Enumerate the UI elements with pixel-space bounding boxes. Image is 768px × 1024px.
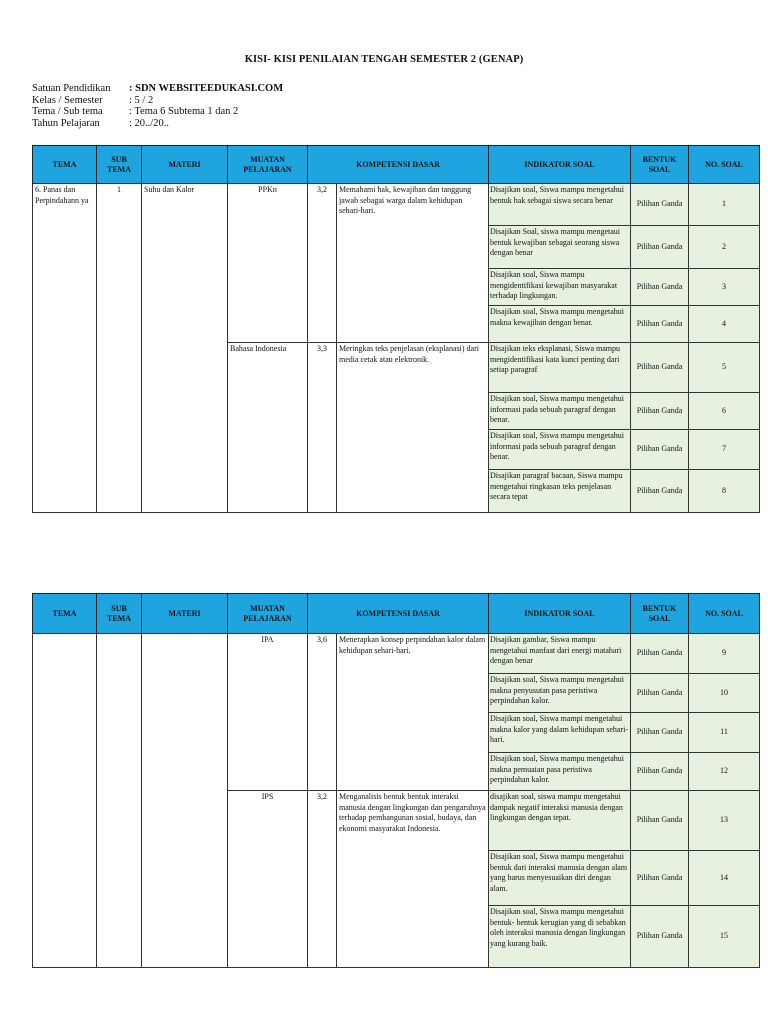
cell-no: 5 [689,343,760,393]
header-subtema: SUB TEMA [97,594,142,634]
cell-kd-number: 3,2 [308,184,337,343]
cell-bentuk: Pilihan Ganda [631,634,689,674]
header-bentuk: BENTUK SOAL [631,146,689,184]
cell-indikator: Disajikan soal, Siswa mampu mengetahui makna kewajiban dengan benar. [489,306,631,343]
kisi-table-1 [32,145,760,513]
cell-materi [142,634,228,968]
cell-materi: Suhu dan Kalor [142,184,228,513]
table-header-row [33,146,760,184]
cell-indikator: Disajikan soal, Siswa mampu mengetahui makna penyusutan pasa peristiwa perpindahan kalor. [489,674,631,713]
cell-indikator: Disajikan soal, Siswa mampu mengetahui bentuk hak sebagai siswa secara benar [489,184,631,226]
cell-no: 2 [689,226,760,269]
cell-no: 9 [689,634,760,674]
cell-bentuk: Pilihan Ganda [631,470,689,513]
header-muatan: MUATAN PELAJARAN [228,594,308,634]
header-bentuk: BENTUK SOAL [631,594,689,634]
header-no: NO. SOAL [689,594,760,634]
header-tema: TEMA [33,146,97,184]
header-indikator: INDIKATOR SOAL [489,594,631,634]
info-row-year [32,118,283,130]
header-muatan: MUATAN PELAJARAN [228,146,308,184]
cell-no: 6 [689,393,760,430]
cell-indikator: Disajikan soal, Siswa mampu mengetahui makna pemuaian pasa peristiwa perpindahan kalor. [489,753,631,791]
info-label: Tema / Sub tema [32,106,103,117]
cell-bentuk: Pilihan Ganda [631,306,689,343]
cell-no: 1 [689,184,760,226]
cell-bentuk: Pilihan Ganda [631,184,689,226]
cell-subtema: 1 [97,184,142,513]
cell-indikator: disajikan soal, siswa mampu mengetahui dampak negatif interaksi manusia dengan lingkungan dengan tepat. [489,791,631,851]
cell-tema [33,634,97,968]
cell-bentuk: Pilihan Ganda [631,269,689,306]
cell-kd-text: Meringkas teks penjelasan (eksplanasi) dari media cetak atau elektronik. [337,343,489,513]
cell-no: 14 [689,851,760,906]
table-header-row [33,594,760,634]
cell-no: 15 [689,906,760,968]
header-tema: TEMA [33,594,97,634]
cell-indikator: Disajikan soal, Siswa mampu mengetahui bentuk dari interaksi manusia dengan alam yang harus menyesuaikan diri dengan alam. [489,851,631,906]
cell-indikator: Disajikan teks eksplanasi, Siswa mampu mengidentifikasi kata kunci penting dari setiap paragraf [489,343,631,393]
cell-bentuk: Pilihan Ganda [631,343,689,393]
cell-kd-text: Memahami hak, kewajiban dan tanggung jawab sebagai warga dalam kehidupan sehari-hari. [337,184,489,343]
header-subtema: SUB TEMA [97,146,142,184]
header-kompetensi-dasar: KOMPETENSI DASAR [308,594,489,634]
header-no: NO. SOAL [689,146,760,184]
cell-no: 8 [689,470,760,513]
table-row [33,634,760,674]
cell-kd-number: 3,3 [308,343,337,513]
cell-tema: 6. Panas dan Perpindahann ya [33,184,97,513]
cell-bentuk: Pilihan Ganda [631,393,689,430]
cell-subtema [97,634,142,968]
cell-kd-text: Menerapkan konsep perpindahan kalor dalam kehidupan sehari-hari. [337,634,489,791]
cell-indikator: Disajikan Soal, siswa mampu mengetaui bentuk kewajiban sebagai seorang siswa dengan benar [489,226,631,269]
info-label: Tahun Pelajaran [32,117,100,129]
cell-no: 10 [689,674,760,713]
cell-no: 7 [689,430,760,470]
cell-indikator: Disajikan soal, Siswa mampi mengetahui makna kalor yang dalam kehidupan sehari-hari. [489,713,631,753]
cell-muatan: IPA [228,634,308,791]
cell-indikator: Disajikan gambar, Siswa mampu mengetahui manfaat dari energi matahari dengan benar [489,634,631,674]
cell-muatan: IPS [228,791,308,968]
document-title: KISI- KISI PENILAIAN TENGAH SEMESTER 2 (GENAP) [244,54,524,65]
cell-indikator: Disajikan soal, Siswa mampu mengetahui informasi pada sebuah paragraf dengan benar. [489,393,631,430]
cell-no: 4 [689,306,760,343]
cell-bentuk: Pilihan Ganda [631,906,689,968]
cell-kd-number: 3,2 [308,791,337,968]
header-indikator: INDIKATOR SOAL [489,146,631,184]
info-value: : SDN WEBSITEEDUKASI.COM [129,83,284,94]
info-row-theme [32,106,283,118]
table-row [33,184,760,226]
cell-indikator: Disajikan paragraf bacaan, Siswa mampu mengetahui ringkasan teks penjelasan secara tepat [489,470,631,513]
info-label: Kelas / Semester [32,94,103,106]
document-info [32,83,283,129]
cell-no: 12 [689,753,760,791]
cell-bentuk: Pilihan Ganda [631,791,689,851]
header-materi: MATERI [142,594,228,634]
cell-kd-text: Menganalisis bentuk bentuk interaksi manusia dengan lingkungan dan pengaruhnya terhadap pembangunan sosial, budaya, dan ekonomi masyarakat Indonesia. [337,791,489,968]
cell-bentuk: Pilihan Ganda [631,430,689,470]
cell-indikator: Disajikan soal, Siswa mampu mengetahui bentuk- bentuk kerugian yang di sebabkan oleh interaksi manusia dengan lingkungan yang kurang baik. [489,906,631,968]
header-kompetensi-dasar: KOMPETENSI DASAR [308,146,489,184]
cell-bentuk: Pilihan Ganda [631,753,689,791]
header-materi: MATERI [142,146,228,184]
info-label: Satuan Pendidikan [32,83,111,94]
info-row-school [32,83,283,95]
cell-bentuk: Pilihan Ganda [631,674,689,713]
cell-indikator: Disajikan soal, Siswa mampu mengetahui informasi pada sebuah paragraf dengan benar. [489,430,631,470]
cell-no: 11 [689,713,760,753]
cell-indikator: Disajikan soal, Siswa mampu mengidentifikasi kewajiban masyarakat terhadap lingkungan. [489,269,631,306]
info-row-class [32,95,283,107]
cell-kd-number: 3,6 [308,634,337,791]
cell-no: 13 [689,791,760,851]
cell-bentuk: Pilihan Ganda [631,226,689,269]
cell-muatan: Bahasa Indonesia [228,343,308,513]
cell-no: 3 [689,269,760,306]
info-value: : Tema 6 Subtema 1 dan 2 [129,106,239,117]
cell-bentuk: Pilihan Ganda [631,713,689,753]
cell-muatan: PPKn [228,184,308,343]
cell-bentuk: Pilihan Ganda [631,851,689,906]
info-value: : 20../20.. [129,117,169,129]
kisi-table-2 [32,593,760,968]
info-value: : 5 / 2 [129,94,154,106]
